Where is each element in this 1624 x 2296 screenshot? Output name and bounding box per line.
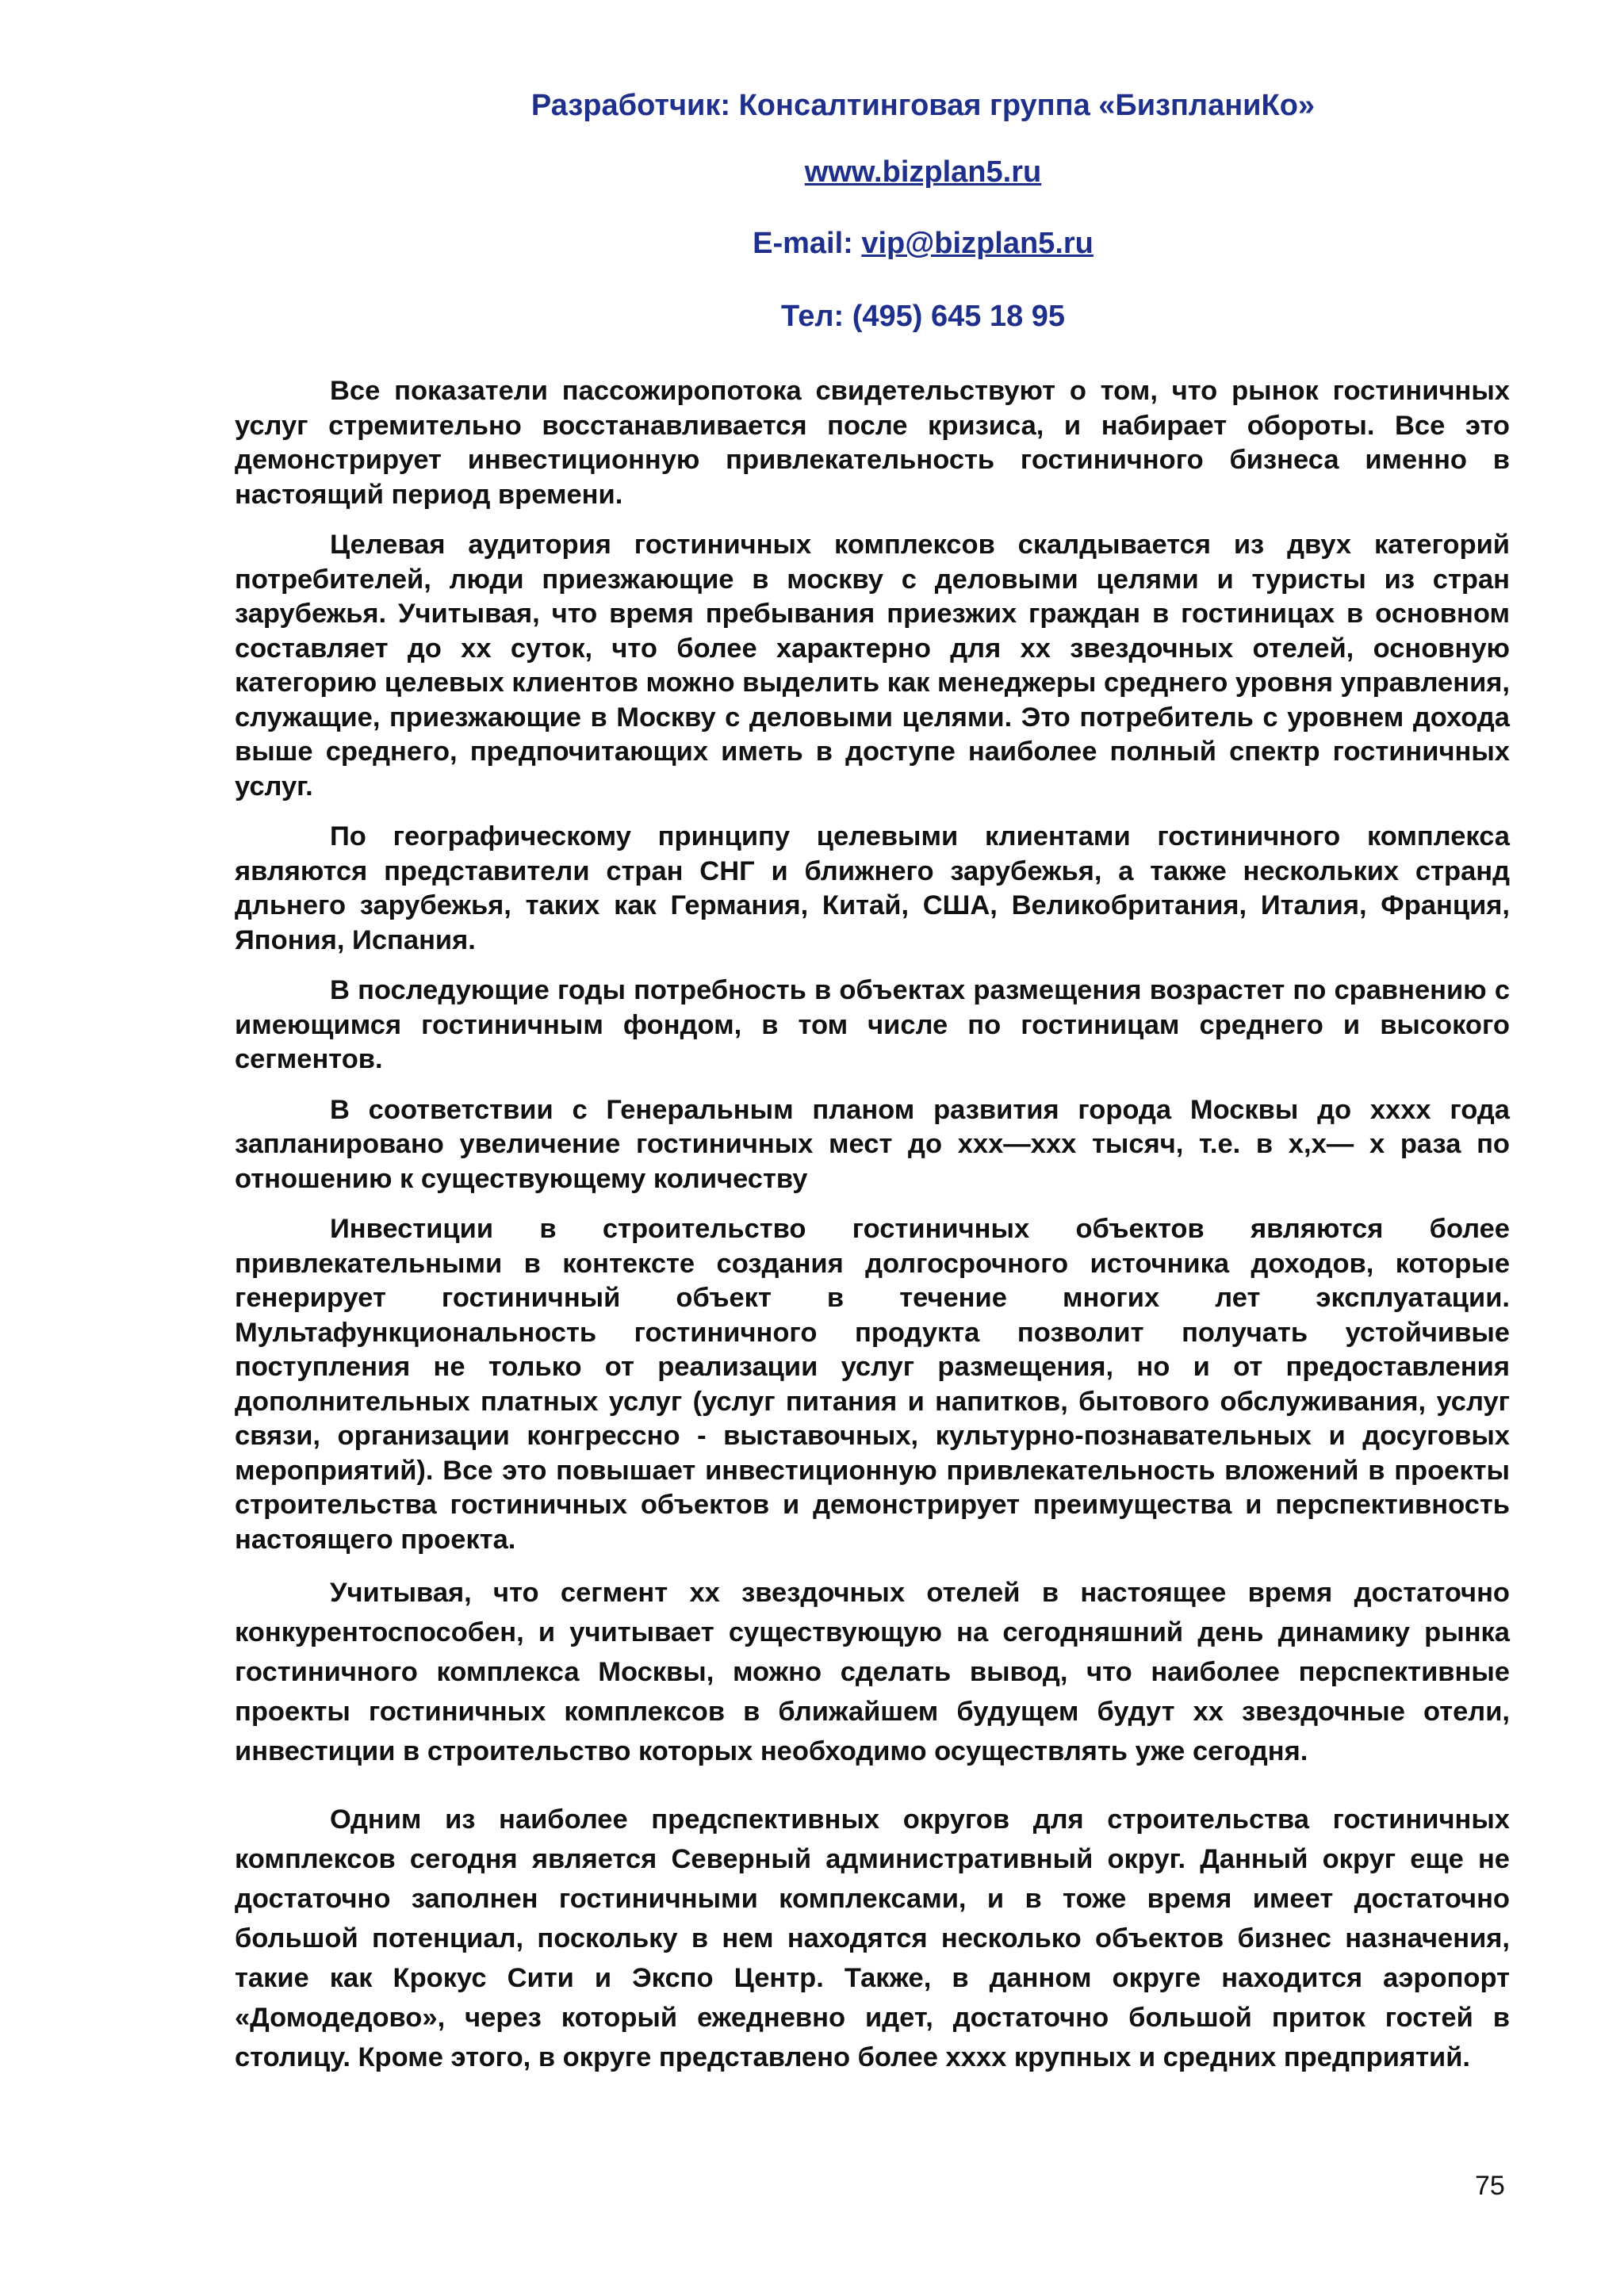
developer-title: Разработчик: Консалтинговая группа «БизпланиКо» bbox=[530, 89, 1316, 122]
page-number: 75 bbox=[1475, 2171, 1505, 2201]
body-text bbox=[235, 374, 1510, 2106]
website-link[interactable]: www.bizplan5.ru bbox=[804, 155, 1042, 189]
email-link[interactable]: vip@bizplan5.ru bbox=[861, 227, 1094, 260]
paragraph-8: Одним из наиболее предспективных округов для строительства гостиничных комплексов сегодня является Северный административный округ. Данный округ еще не достаточно заполнен гостиничными комплексами, и в тоже время имеет достаточно большой потенциал, поскольку в нем находятся несколько объектов бизнес назначения, такие как Крокус Сити и Экспо Центр. Также, в данном округе находится аэропорт «Домодедово», через который ежедневно идет, достаточно большой приток гостей в столицу. Кроме этого, в округе представлено более хххх крупных и средних предприятий. bbox=[235, 1804, 1510, 2072]
email-line bbox=[111, 227, 1624, 261]
paragraph-2: Целевая аудитория гостиничных комплексов скалдывается из двух категорий потребителей, люди приезжающие в москву с деловыми целями и туристы из стран зарубежья. Учитывая, что время пребывания приезжих граждан в гостиницах в основном составляет до хх суток, что более характерно для хх звездочных отелей, основную категорию целевых клиентов можно выделить как менеджеры среднего уровня управления, служащие, приезжающие в Москву с деловыми целями. Это потребитель с уровнем дохода выше среднего, предпочитающих иметь в доступе наиболее полный спектр гостиничных услуг. bbox=[235, 530, 1511, 802]
website-line bbox=[111, 155, 1624, 189]
phone-line: Тел: (495) 645 18 95 bbox=[780, 300, 1066, 333]
paragraph-5: В соответствии с Генеральным планом развития города Москвы до хххх года запланировано увеличение гостиничных мест до ххх—ххх тысяч, т.е. в х,х— х раза по отношению к существующему количеству bbox=[235, 1094, 1510, 1194]
paragraph-1: Все показатели пассожиропотока свидетельствуют о том, что рынок гостиничных услуг стремительно восстанавливается после кризиса, и набирает обороты. Все это демонстрирует инвестиционную привлекательность гостиничного бизнеса именно в настоящий период времени. bbox=[235, 376, 1510, 510]
paragraph-6: Инвестиции в строительство гостиничных объектов являются более привлекательными в контексте создания долгосрочного источника доходов, которые генерирует гостиничный объект в течение многих лет эксплуатации. Мультафункциональность гостиничного продукта позволит получать устойчивые поступления не только от реализации услуг размещения, но и от предоставления дополнительных платных услуг (услуг питания и напитков, бытового обслуживания, услуг связи, организации конгрессно - выставочных, культурно-познавательных и досуговых мероприятий). Все это повышает инвестиционную привлекательность вложений в проекты строительства гостиничных объектов и демонстрирует преимущества и перспективность настоящего проекта. bbox=[235, 1214, 1510, 1555]
email-label: E-mail: bbox=[753, 227, 862, 260]
paragraph-3: По географическому принципу целевыми клиентами гостиничного комплекса являются представители стран СНГ и ближнего зарубежья, а также нескольких странд дльнего зарубежья, таких как Германия, Китай, США, Великобритания, Италия, Франция, Япония, Испания. bbox=[235, 821, 1510, 955]
paragraph-7: Учитывая, что сегмент хх звездочных отелей в настоящее время достаточно конкурентоспособен, и учитывает существующую на сегодняшний день динамику рынка гостиничного комплекса Москвы, можно сделать вывод, что наиболее перспективные проекты гостиничных комплексов в ближайшем будущем будут хх звездочные отели, инвестиции в строительство которых необходимо осуществлять уже сегодня. bbox=[235, 1578, 1510, 1766]
paragraph-4: В последующие годы потребность в объектах размещения возрастет по сравнению с имеющимся гостиничным фондом, в том числе по гостиницам среднего и высокого сегментов. bbox=[235, 975, 1510, 1074]
